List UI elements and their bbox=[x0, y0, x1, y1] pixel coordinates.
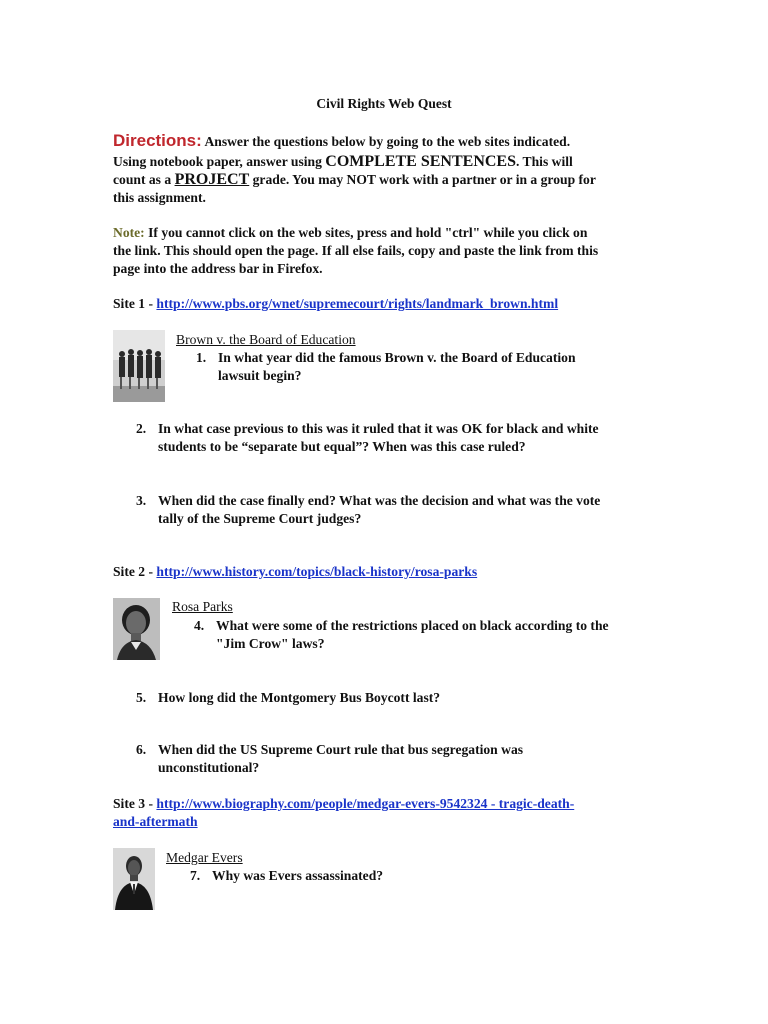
question-3-number: 3. bbox=[136, 493, 147, 508]
site-2-prefix: Site 2 - bbox=[113, 564, 157, 579]
page-title: Civil Rights Web Quest bbox=[316, 96, 452, 111]
question-1-line2: lawsuit begin? bbox=[218, 368, 302, 383]
site-2-link[interactable]: http://www.history.com/topics/black-history/rosa-parks bbox=[156, 564, 478, 579]
directions-block bbox=[113, 130, 673, 207]
question-5-line1: How long did the Montgomery Bus Boycott last? bbox=[158, 690, 441, 705]
site-2 bbox=[113, 563, 477, 581]
section-brown-title: Brown v. the Board of Education bbox=[176, 332, 356, 347]
question-1-line1: In what year did the famous Brown v. the Board of Education bbox=[218, 350, 576, 365]
question-4-line2: "Jim Crow" laws? bbox=[216, 636, 325, 651]
site-3 bbox=[113, 795, 673, 831]
question-3 bbox=[136, 492, 600, 528]
question-1 bbox=[196, 349, 576, 385]
question-2-line2: students to be “separate but equal”? When was this case ruled? bbox=[158, 439, 526, 454]
section-parks-title: Rosa Parks bbox=[172, 599, 233, 614]
question-6 bbox=[136, 741, 523, 777]
question-2-number: 2. bbox=[136, 421, 147, 436]
question-6-line1: When did the US Supreme Court rule that bus segregation was bbox=[158, 742, 524, 757]
question-5-number: 5. bbox=[136, 690, 147, 705]
question-5 bbox=[136, 689, 440, 707]
question-7 bbox=[190, 867, 383, 885]
section-evers-title: Medgar Evers bbox=[166, 850, 243, 865]
question-6-line2: unconstitutional? bbox=[158, 760, 260, 775]
evers-photo bbox=[113, 848, 155, 910]
project-word: PROJECT bbox=[174, 171, 250, 188]
question-7-number: 7. bbox=[190, 868, 201, 883]
question-4-line1: What were some of the restrictions placed on black according to the bbox=[216, 618, 609, 633]
question-6-number: 6. bbox=[136, 742, 147, 757]
question-1-number: 1. bbox=[196, 350, 207, 365]
site-1-link[interactable]: http://www.pbs.org/wnet/supremecourt/rights/landmark_brown.html bbox=[156, 296, 559, 311]
complete-sentences: COMPLETE SENTENCES bbox=[325, 153, 516, 170]
site-3-link-line2[interactable]: and-aftermath bbox=[113, 814, 198, 829]
parks-photo bbox=[113, 598, 160, 660]
brown-photo bbox=[113, 330, 165, 402]
directions-line3-post: grade. You may NOT work with a partner or in a group for bbox=[249, 172, 596, 187]
note-line3: page into the address bar in Firefox. bbox=[113, 261, 323, 276]
directions-label: Directions: bbox=[113, 131, 202, 150]
directions-line1: Answer the questions below by going to the web sites indicated. bbox=[201, 134, 571, 149]
note-label: Note: bbox=[113, 225, 145, 240]
question-4-number: 4. bbox=[194, 618, 205, 633]
site-1-prefix: Site 1 - bbox=[113, 296, 157, 311]
site-3-prefix: Site 3 - bbox=[113, 796, 157, 811]
directions-line2-post: . This will bbox=[516, 154, 573, 169]
site-3-link-line1[interactable]: http://www.biography.com/people/medgar-evers-9542324 - tragic-death- bbox=[156, 796, 575, 811]
question-3-line1: When did the case finally end? What was the decision and what was the vote bbox=[158, 493, 601, 508]
question-7-line1: Why was Evers assassinated? bbox=[212, 868, 384, 883]
question-2-line1: In what case previous to this was it ruled that it was OK for black and white bbox=[158, 421, 599, 436]
directions-line2-pre: Using notebook paper, answer using bbox=[113, 154, 326, 169]
question-3-line2: tally of the Supreme Court judges? bbox=[158, 511, 362, 526]
note-line1: If you cannot click on the web sites, press and hold "ctrl" while you click on bbox=[144, 225, 588, 240]
question-4 bbox=[194, 617, 609, 653]
directions-line4: this assignment. bbox=[113, 190, 206, 205]
directions-line3-pre: count as a bbox=[113, 172, 175, 187]
question-2 bbox=[136, 420, 599, 456]
site-1 bbox=[113, 295, 558, 313]
note-block bbox=[113, 224, 673, 278]
note-line2: the link. This should open the page. If all else fails, copy and paste the link from this bbox=[113, 243, 599, 258]
